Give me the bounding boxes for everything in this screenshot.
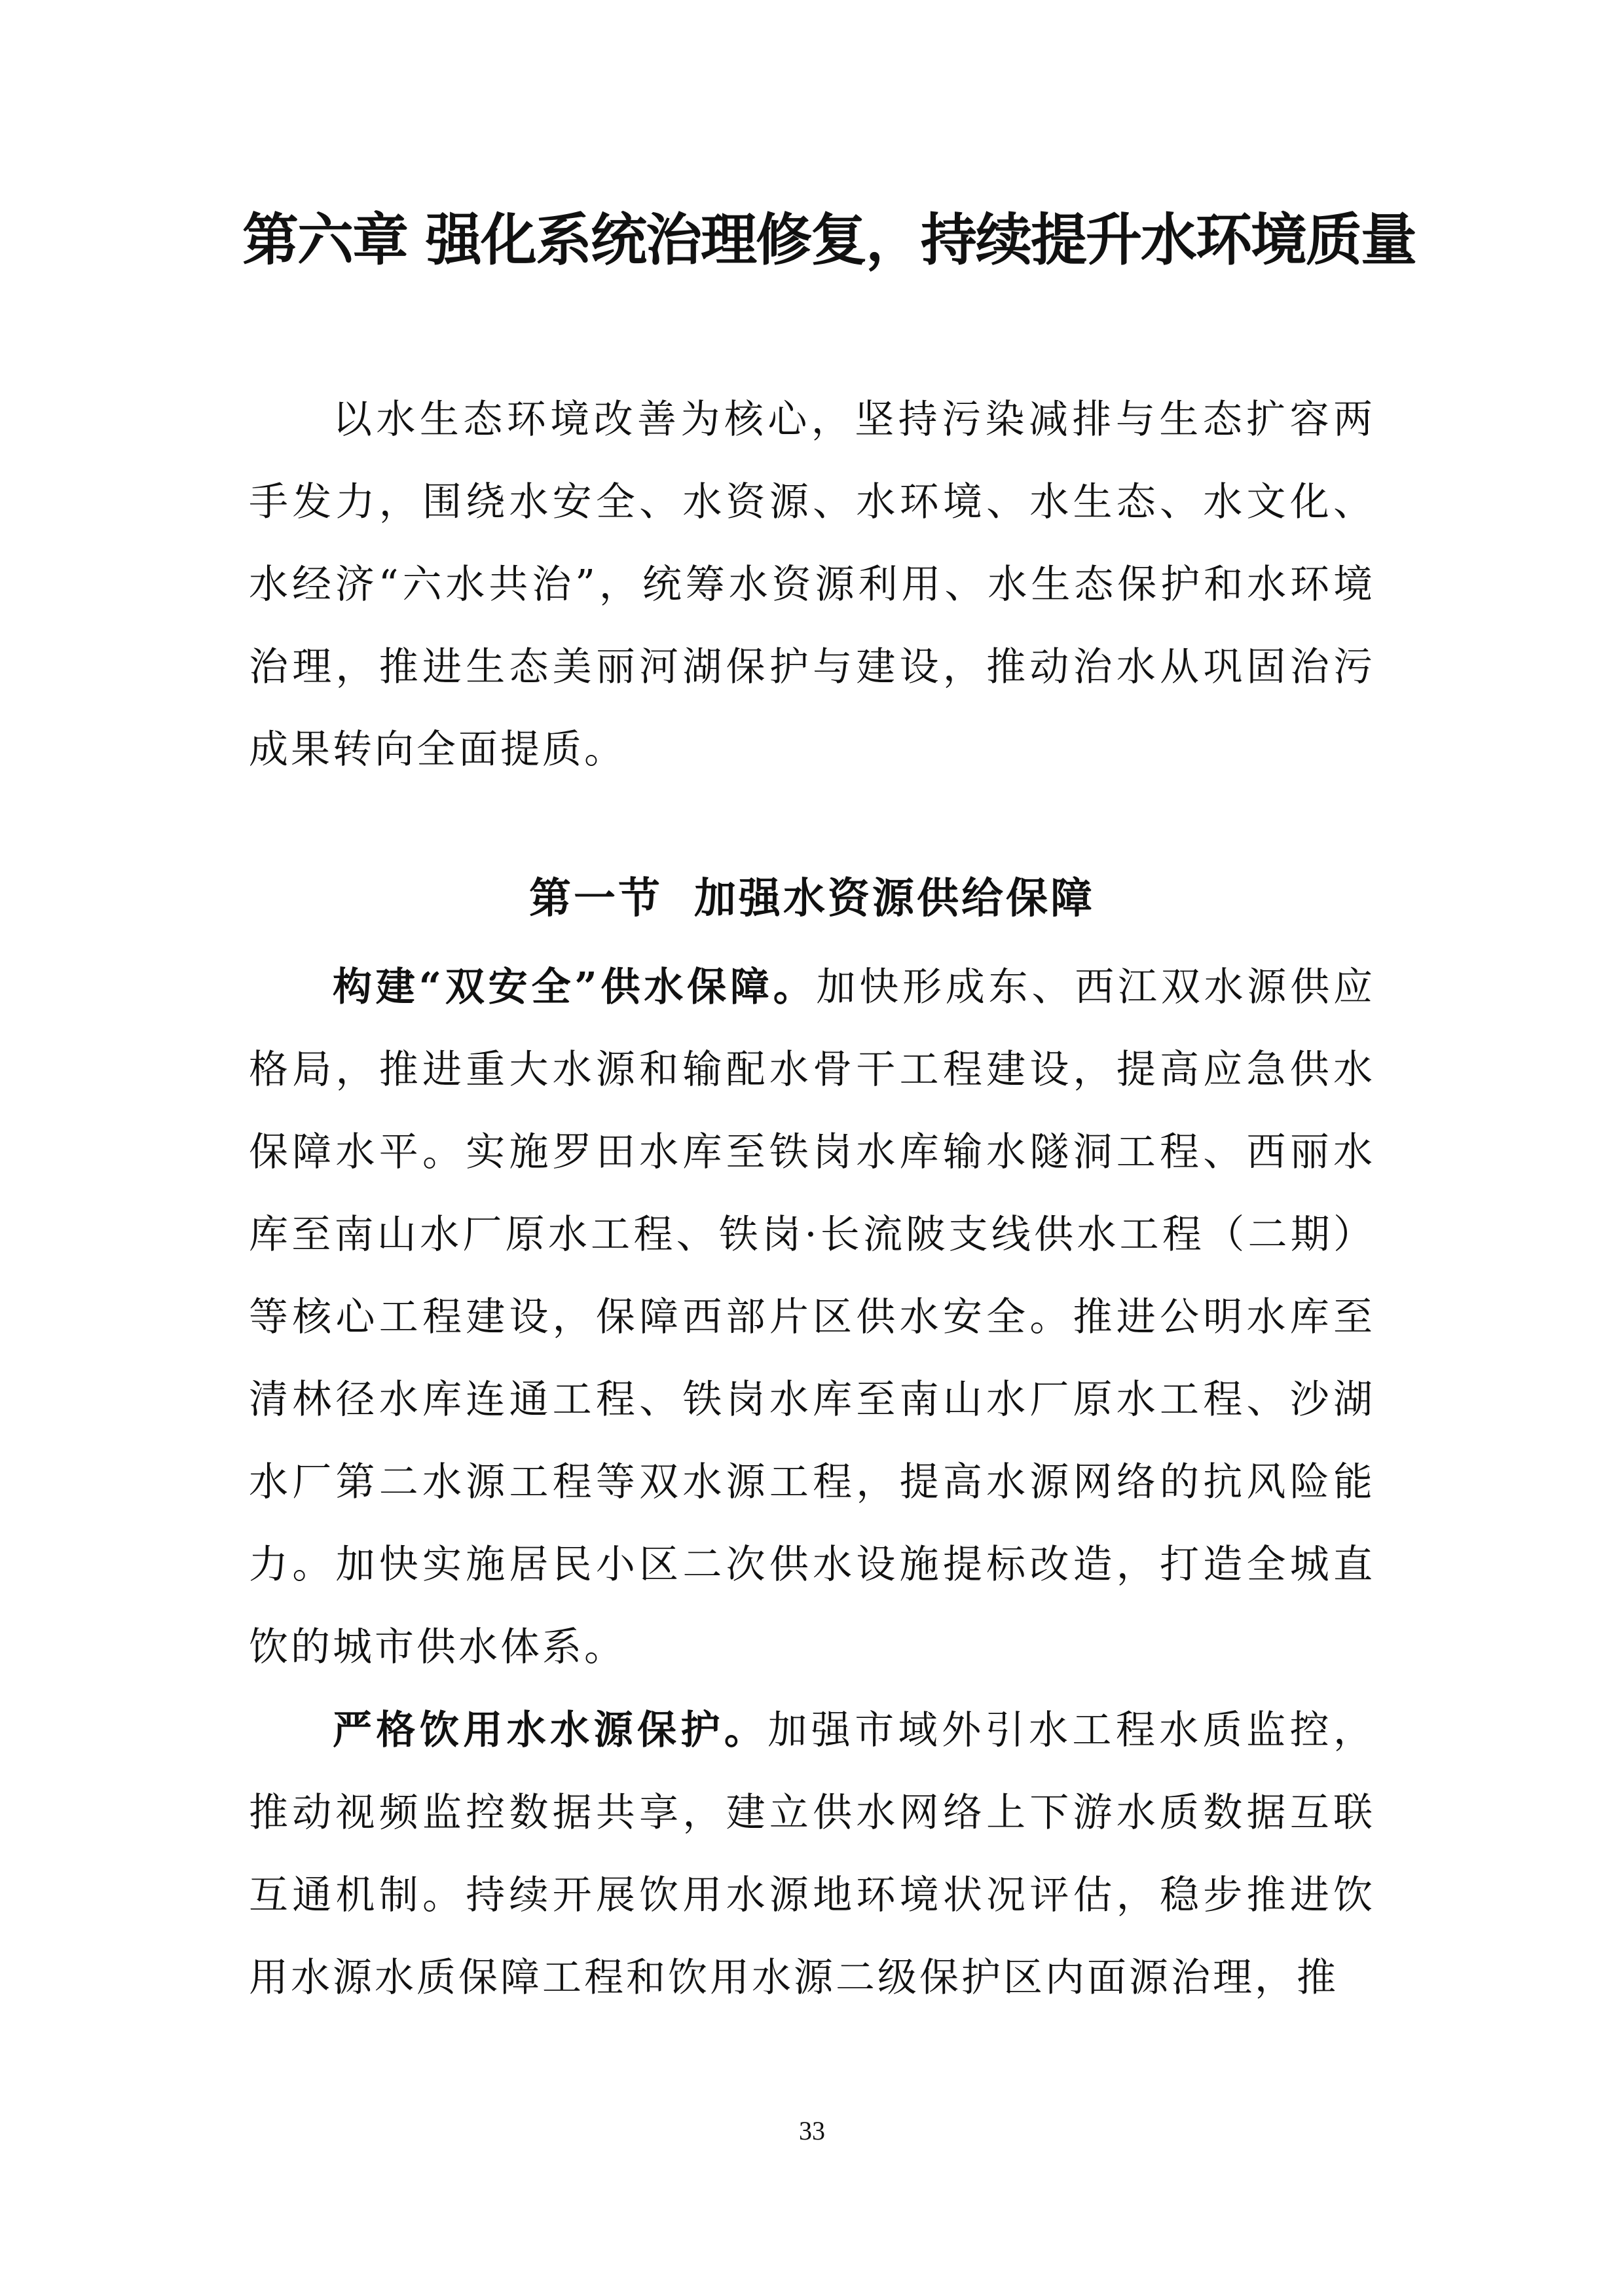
- chapter-title: 第六章 强化系统治理修复，持续提升水环境质量: [242, 208, 1416, 273]
- section-number: 第一节: [529, 874, 663, 923]
- section-heading: [249, 863, 1375, 935]
- paragraph-text: 加强市域外引水工程水质监控，推动视频监控数据共享，建立供水网络上下游水质数据互联互通机制。持续开展饮用水源地环境状况评估，稳步推进饮用水源水质保障工程和饮用水源二级保护区内面源治理，推: [249, 1707, 1376, 2001]
- paragraph-lead: 构建“双安全”供水保障。: [333, 964, 817, 1010]
- paragraph-lead: 严格饮用水水源保护。: [333, 1707, 768, 1753]
- paragraph-water-supply: [249, 946, 1375, 1688]
- paragraph-text: 加快形成东、西江双水源供应格局，推进重大水源和输配水骨干工程建设，提高应急供水保障水平。实施罗田水库至铁岗水库输水隧洞工程、西丽水库至南山水厂原水工程、铁岗·长流陂支线供水工程（二期）等核心工程建设，保障西部片区供水安全。推进公明水库至清林径水库连通工程、铁岗水库至南山水厂原水工程、沙湖水厂第二水源工程等双水源工程，提高水源网络的抗风险能力。加快实施居民小区二次供水设施提标改造，打造全城直饮的城市供水体系。: [249, 964, 1375, 1670]
- page-number: 33: [799, 2116, 825, 2145]
- intro-paragraph: 以水生态环境改善为核心，坚持污染减排与生态扩容两手发力，围绕水安全、水资源、水环境、水生态、水文化、水经济“六水共治”，统筹水资源利用、水生态保护和水环境治理，推进生态美丽河湖保护与建设，推动治水从巩固治污成果转向全面提质。: [249, 397, 1375, 773]
- paragraph-water-source-protection: [249, 1689, 1375, 2019]
- section-title: 加强水资源供给保障: [694, 874, 1095, 923]
